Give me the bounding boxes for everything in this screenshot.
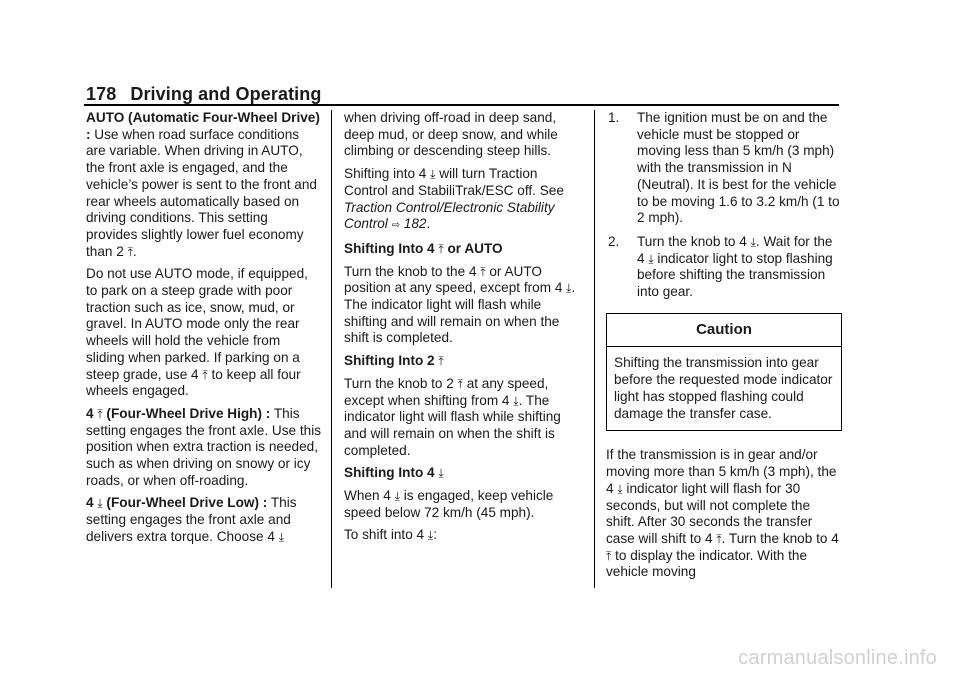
step-text: The ignition must be on and the vehicle must be stopped or moving less than 5 km/h (3 mph) with the transmission in N (Neutral). It is best for the vehicle to be moving 1.6 to 3.2 km/h (1 to 2 mph). [637, 110, 840, 226]
watermark: carmanualsonline.info [738, 647, 937, 669]
column-2 [344, 110, 582, 550]
four-high-icon: ⤒ [606, 548, 612, 563]
four-low-term: 4 ⤓ (Four-Wheel Drive Low) : [86, 495, 268, 511]
four-high-icon: ⤒ [202, 367, 208, 382]
into-2-paragraph: Turn the knob to 2 ⤒ at any speed, except when shifting from 4 ⤓. The indicator light will flash while shifting and will remain on when the shift is completed. [344, 375, 561, 458]
four-low-icon: ⤓ [617, 481, 623, 496]
four-low-paragraph: 4 ⤓ (Four-Wheel Drive Low) : This setting engages the front axle and delivers extra torque. Choose 4 ⤓ [86, 495, 297, 544]
continued-paragraph: when driving off-road in deep sand, deep mud, or deep snow, and while climbing or descending steep hills. [344, 110, 558, 159]
four-high-icon: ⤒ [97, 406, 103, 421]
auto-term: AUTO (Automatic Four-Wheel Drive) : [86, 110, 320, 142]
to-shift-paragraph: To shift into 4 ⤓: [344, 527, 437, 543]
four-high-paragraph: 4 ⤒ (Four-Wheel Drive High) : This setting engages the front axle. Use this position when extra traction is needed, such as when driving on snowy or icy roads, or when off-roading. [86, 405, 322, 488]
steps-list [606, 110, 842, 301]
column-1 [86, 110, 322, 552]
four-low-icon: ⤓ [97, 496, 103, 511]
two-high-icon: ⤒ [438, 354, 444, 369]
four-low-icon: ⤓ [648, 251, 654, 266]
four-low-icon: ⤓ [427, 528, 434, 543]
column-divider-2 [594, 110, 595, 588]
step-number: 1. [608, 110, 620, 125]
auto-warning-paragraph: Do not use AUTO mode, if equipped, to park on a steep grade with poor traction such as ice, snow, mud, or gravel. In AUTO mode only the rear wheels will hold the vehicle from sliding when parked. If parking on a steep grade, use 4 ⤒ to keep all four wheels engaged. [86, 266, 308, 399]
heading-shifting-into-4-low: Shifting Into 4 ⤓ [344, 465, 444, 481]
heading-shifting-into-4-high: Shifting Into 4 ⤒ or AUTO [344, 240, 503, 256]
four-low-icon: ⤓ [513, 393, 519, 408]
caution-text: Shifting the transmission into gear before the requested mode indicator light has stopped flashing could damage the transfer case. [614, 355, 833, 422]
into-4-low-paragraph: When 4 ⤓ is engaged, keep vehicle speed below 72 km/h (45 mph). [344, 488, 554, 520]
page-number: 178 [86, 84, 117, 104]
step-number: 2. [608, 233, 620, 249]
section-title: Driving and Operating [130, 84, 322, 104]
column-divider-1 [331, 110, 332, 588]
page-header [86, 84, 321, 105]
page-ref-number[interactable]: 182 [403, 216, 427, 232]
four-high-icon: ⤒ [438, 241, 444, 256]
caution-title: Caution [607, 314, 841, 348]
heading-shifting-into-2: Shifting Into 2 ⤒ [344, 353, 444, 369]
caution-box [606, 313, 842, 432]
page-ref-icon: ⇨ [391, 220, 400, 232]
traction-control-link[interactable]: Traction Control/Electronic Stability Control [344, 199, 555, 232]
header-rule [84, 104, 839, 106]
four-low-icon: ⤓ [278, 529, 284, 544]
in-gear-paragraph: If the transmission is in gear and/or moving more than 5 km/h (3 mph), the 4 ⤓ indicator light will flash for 30 seconds, but will not complete the shift. After 30 seconds the transfer case will shift to 4 ⤒. Turn the knob to 4 ⤒ to display the indicator. With the vehicle moving [606, 447, 839, 580]
step-2: 2. Turn the knob to 4 ⤓. Wait for the 4 ⤓ indicator light to stop flashing before shifting the transmission into gear. [608, 233, 833, 300]
four-low-icon: ⤓ [566, 281, 572, 296]
column-3 [606, 110, 842, 587]
auto-paragraph: AUTO (Automatic Four-Wheel Drive) : Use when road surface conditions are variable. When driving in AUTO, the front axle is engaged, and the vehicle’s power is sent to the front and rear wheels automatically based on driving conditions. This setting provides slightly lower fuel economy than 2 ⤒. [86, 110, 320, 259]
four-low-icon: ⤓ [438, 466, 444, 481]
two-high-icon: ⤒ [457, 376, 463, 391]
four-high-term: 4 ⤒ (Four-Wheel Drive High) : [86, 405, 271, 421]
four-high-icon: ⤒ [716, 531, 722, 546]
shift4-paragraph: Shifting into 4 ⤓ will turn Traction Control and StabiliTrak/ESC off. See Traction Control/Electronic Stability Control ⇨ 182. [344, 166, 564, 232]
four-low-icon: ⤓ [394, 489, 400, 504]
four-low-icon: ⤓ [750, 234, 756, 249]
step-1 [606, 110, 842, 227]
four-low-icon: ⤓ [430, 167, 436, 182]
four-high-icon: ⤒ [127, 244, 133, 259]
into-4-high-paragraph: Turn the knob to the 4 ⤒ or AUTO position at any speed, except from 4 ⤓. The indicator light will flash while shifting and will remain on when the shift is completed. [344, 263, 576, 346]
four-high-icon: ⤒ [480, 264, 486, 279]
